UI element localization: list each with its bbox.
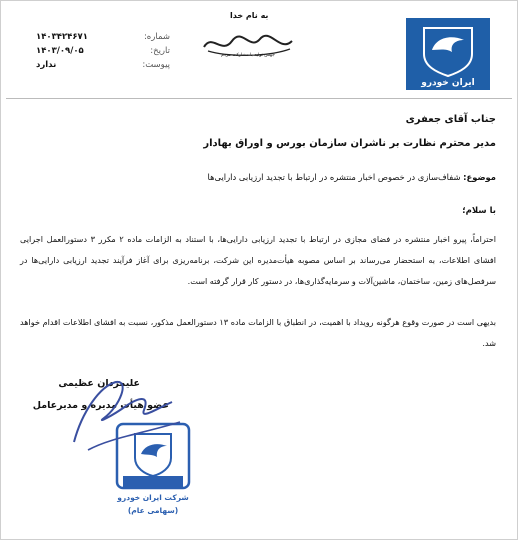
meta-number-label: شماره: xyxy=(143,32,170,42)
greeting: با سلام؛ xyxy=(462,206,496,216)
handwritten-signature xyxy=(60,372,190,462)
addressee-title: مدیر محترم نظارت بر ناشران سازمان بورس و اوراق بهادار xyxy=(203,138,496,149)
logo-text: ایران خودرو xyxy=(421,78,475,88)
signatory-title: عضو هیأت مدیره و مدیرعامل xyxy=(32,400,169,411)
body-paragraph-1: احتراماً، پیرو اخبار منتشره در فضای مجازی در ارتباط با تجدید ارزیابی دارایی‌ها، با استناد به الزامات ماده ۲ مکرر ۳ دستورالعمل اجرایی افشای اطلاعات، به استحضار می‌رساند بر اساس مصوبه هیأت‌مدیره این شرکت، برنامه‌ریزی برای آغاز فرآیند تجدید ارزیابی دارایی‌ها در سرفصل‌های زمین، ساختمان، ماشین‌آلات و سرمایه‌گذاری‌ها، در دستور کار قرار گرفته است. xyxy=(20,234,496,286)
body-paragraph-2: بدیهی است در صورت وقوع هرگونه رویداد با اهمیت، در انطباق با الزامات ماده ۱۳ دستورالعمل مذکور، نسبت به افشای اطلاعات اقدام خواهد شد. xyxy=(20,317,496,348)
meta-number xyxy=(36,30,170,44)
meta-attachment xyxy=(36,58,170,72)
meta-number-value: ۱۴۰۳۴۲۴۶۷۱ xyxy=(36,32,88,42)
signatory-name: علیمردان عظیمی xyxy=(58,378,140,389)
letter-meta xyxy=(36,30,170,72)
emblem-text: جهش تولید با مشارکت مردم xyxy=(221,53,275,58)
header-divider xyxy=(6,98,512,99)
stamp-company-text: شرکت ایران خودرو xyxy=(117,493,189,502)
ikco-logo xyxy=(406,18,490,90)
meta-attachment-value: ندارد xyxy=(36,60,57,70)
meta-date-label: تاریخ: xyxy=(150,46,170,56)
subject-label: موضوع: xyxy=(463,172,496,182)
stamp-type-text: (سهامی عام) xyxy=(127,506,179,515)
emblem-calligraphy xyxy=(198,27,298,59)
meta-attachment-label: پیوست: xyxy=(142,60,170,70)
addressee: جناب آقای جعفری xyxy=(405,114,496,125)
subject-text: شفاف‌سازی در خصوص اخبار منتشره در ارتباط با تجدید ارزیابی دارایی‌ها xyxy=(207,172,461,182)
subject-line xyxy=(208,172,496,182)
letter-heading-basmala: به نام خدا xyxy=(230,11,269,20)
meta-date xyxy=(36,44,170,58)
meta-date-value: ۱۴۰۳/۰۹/۰۵ xyxy=(36,46,84,56)
